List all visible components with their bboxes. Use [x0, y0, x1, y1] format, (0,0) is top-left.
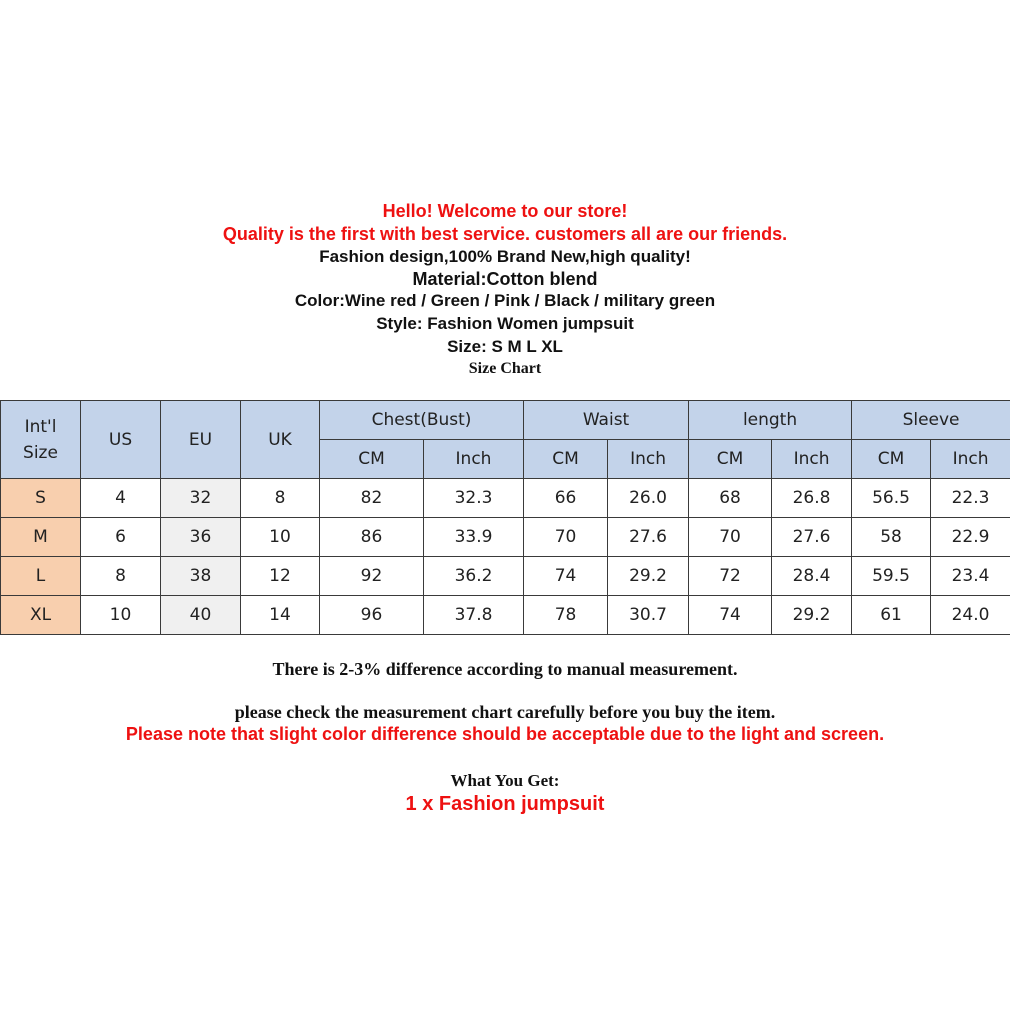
- eu-cell: 36: [161, 518, 241, 557]
- uk-cell: 14: [241, 596, 320, 635]
- color-text: Color:Wine red / Green / Pink / Black / military green: [294, 291, 716, 310]
- header-sleeve: Sleeve: [852, 401, 1010, 440]
- chest-cm-cell: 96: [320, 596, 424, 635]
- chest-cm-cell: 92: [320, 557, 424, 596]
- length-cm-cell: 70: [689, 518, 772, 557]
- uk-cell: 10: [241, 518, 320, 557]
- length-inch-cell: 26.8: [772, 479, 852, 518]
- chest-cm-cell: 82: [320, 479, 424, 518]
- table-row: [1, 557, 1010, 596]
- quality-text: Quality is the first with best service. customers all are our friends.: [222, 224, 788, 244]
- waist-inch-cell: 29.2: [608, 557, 689, 596]
- sleeve-cm-cell: 56.5: [852, 479, 931, 518]
- us-cell: 4: [81, 479, 161, 518]
- package-item-text: 1 x Fashion jumpsuit: [405, 793, 605, 815]
- unit-cell: CM: [689, 440, 772, 479]
- waist-cm-cell: 66: [524, 479, 608, 518]
- style-text: Style: Fashion Women jumpsuit: [376, 314, 634, 333]
- size-list-text: Size: S M L XL: [447, 337, 563, 356]
- chest-inch-cell: 36.2: [424, 557, 524, 596]
- chest-inch-cell: 37.8: [424, 596, 524, 635]
- waist-cm-cell: 74: [524, 557, 608, 596]
- us-cell: 6: [81, 518, 161, 557]
- unit-cell: CM: [524, 440, 608, 479]
- chest-cm-cell: 86: [320, 518, 424, 557]
- color-difference-note: Please note that slight color difference should be acceptable due to the light and screen.: [125, 724, 885, 744]
- waist-inch-cell: 26.0: [608, 479, 689, 518]
- sleeve-inch-cell: 22.3: [931, 479, 1010, 518]
- difference-note: There is 2-3% difference according to manual measurement.: [272, 659, 738, 679]
- sleeve-cm-cell: 59.5: [852, 557, 931, 596]
- uk-cell: 12: [241, 557, 320, 596]
- header-us: US: [81, 401, 161, 479]
- length-inch-cell: 29.2: [772, 596, 852, 635]
- sleeve-cm-cell: 61: [852, 596, 931, 635]
- unit-cell: Inch: [424, 440, 524, 479]
- header-waist: Waist: [524, 401, 689, 440]
- us-cell: 8: [81, 557, 161, 596]
- header-eu: EU: [161, 401, 241, 479]
- length-inch-cell: 27.6: [772, 518, 852, 557]
- header-intl-size-label: Int'l Size: [23, 416, 58, 463]
- header-length: length: [689, 401, 852, 440]
- chest-inch-cell: 32.3: [424, 479, 524, 518]
- eu-cell: 40: [161, 596, 241, 635]
- what-you-get-label: What You Get:: [450, 771, 560, 790]
- size-cell: L: [1, 557, 81, 596]
- table-row: [1, 479, 1010, 518]
- waist-inch-cell: 27.6: [608, 518, 689, 557]
- unit-cell: Inch: [931, 440, 1010, 479]
- waist-inch-cell: 30.7: [608, 596, 689, 635]
- size-chart-table: [0, 400, 1010, 635]
- uk-cell: 8: [241, 479, 320, 518]
- unit-cell: CM: [852, 440, 931, 479]
- size-cell: S: [1, 479, 81, 518]
- length-cm-cell: 72: [689, 557, 772, 596]
- unit-cell: Inch: [608, 440, 689, 479]
- table-row: [1, 596, 1010, 635]
- size-chart-title: Size Chart: [468, 360, 542, 377]
- welcome-text: Hello! Welcome to our store!: [382, 201, 628, 221]
- size-cell: M: [1, 518, 81, 557]
- length-cm-cell: 74: [689, 596, 772, 635]
- waist-cm-cell: 70: [524, 518, 608, 557]
- sleeve-inch-cell: 23.4: [931, 557, 1010, 596]
- fashion-text: Fashion design,100% Brand New,high quality!: [319, 247, 691, 266]
- header-intl-size: [1, 401, 81, 479]
- sleeve-inch-cell: 24.0: [931, 596, 1010, 635]
- header-chest: Chest(Bust): [320, 401, 524, 440]
- check-note: please check the measurement chart carefully before you buy the item.: [234, 702, 776, 722]
- table-header-row: [1, 401, 1010, 440]
- length-cm-cell: 68: [689, 479, 772, 518]
- length-inch-cell: 28.4: [772, 557, 852, 596]
- sleeve-cm-cell: 58: [852, 518, 931, 557]
- unit-cell: CM: [320, 440, 424, 479]
- unit-cell: Inch: [772, 440, 852, 479]
- material-text: Material:Cotton blend: [412, 269, 598, 289]
- eu-cell: 38: [161, 557, 241, 596]
- table-row: [1, 518, 1010, 557]
- chest-inch-cell: 33.9: [424, 518, 524, 557]
- size-cell: XL: [1, 596, 81, 635]
- eu-cell: 32: [161, 479, 241, 518]
- sleeve-inch-cell: 22.9: [931, 518, 1010, 557]
- waist-cm-cell: 78: [524, 596, 608, 635]
- header-uk: UK: [241, 401, 320, 479]
- us-cell: 10: [81, 596, 161, 635]
